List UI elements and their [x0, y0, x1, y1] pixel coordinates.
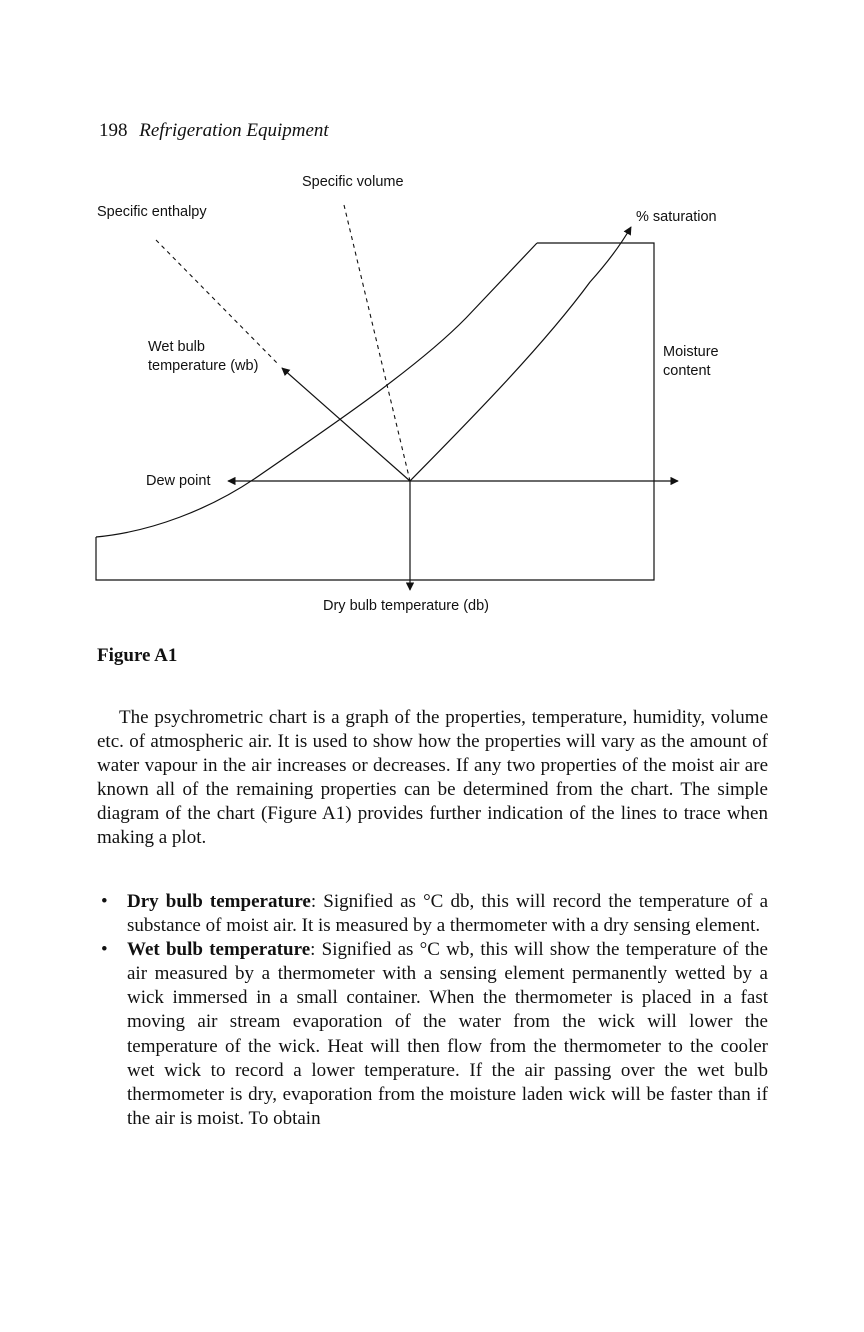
term-wet-bulb: Wet bulb temperature	[127, 939, 311, 961]
specific-enthalpy-label: Specific enthalpy	[97, 204, 207, 220]
psychrometric-diagram	[0, 0, 864, 640]
list-item	[97, 938, 768, 1131]
specific-volume-label: Specific volume	[302, 174, 404, 190]
bullet-icon: •	[101, 891, 108, 912]
wet-bulb-line	[282, 368, 410, 481]
definition-list	[97, 890, 768, 1131]
wet-bulb-label-line1: Wet bulb	[148, 339, 205, 355]
moisture-label-line1: Moisture	[663, 344, 719, 360]
dew-point-label: Dew point	[146, 473, 211, 489]
saturation-label: % saturation	[636, 209, 717, 225]
saturation-curve	[96, 243, 537, 537]
definition-dry-bulb: : Signified as °C db, this will record the temperature of a substance of moist air. It is measured by a thermometer with a dry sensing element.	[127, 891, 769, 937]
term-dry-bulb: Dry bulb temperature	[127, 891, 311, 912]
body-paragraph: The psychrometric chart is a graph of the properties, temperature, humidity, volume etc. of atmospheric air. It is used to show how the properties will vary as the amount of water vapour in the air increases or decreases. If any two properties of the moist air are known all of the remaining properties can be determined from the chart. The simple diagram of the chart (Figure A1) provides further indication of the lines to trace when making a plot.	[97, 707, 768, 849]
definition-wet-bulb: : Signified as °C wb, this will show the temperature of the air measured by a thermometer with a sensing element permanently wetted by a wick immersed in a small container. When the thermometer is placed in a fast moving air stream evaporation of the water from the wick will lower the temperature of the wick. Heat will then flow from the thermometer to the cooler wet wick to record a lower temperature. If the air passing over the wet bulb thermometer is dry, evaporation from the moisture laden wick will be faster than if the air is moist. To obtain	[127, 939, 768, 1129]
chart-frame	[96, 243, 654, 580]
bullet-icon: •	[101, 939, 108, 961]
wet-bulb-label-line2: temperature (wb)	[148, 358, 259, 374]
list-item	[97, 890, 768, 938]
page-number: 198	[99, 120, 128, 141]
book-title: Refrigeration Equipment	[139, 120, 329, 141]
moisture-label-line2: content	[663, 363, 711, 379]
dry-bulb-label: Dry bulb temperature (db)	[323, 598, 490, 614]
specific-volume-line	[344, 205, 410, 481]
percent-saturation-curve	[410, 227, 631, 481]
figure-caption: Figure A1	[97, 645, 178, 666]
